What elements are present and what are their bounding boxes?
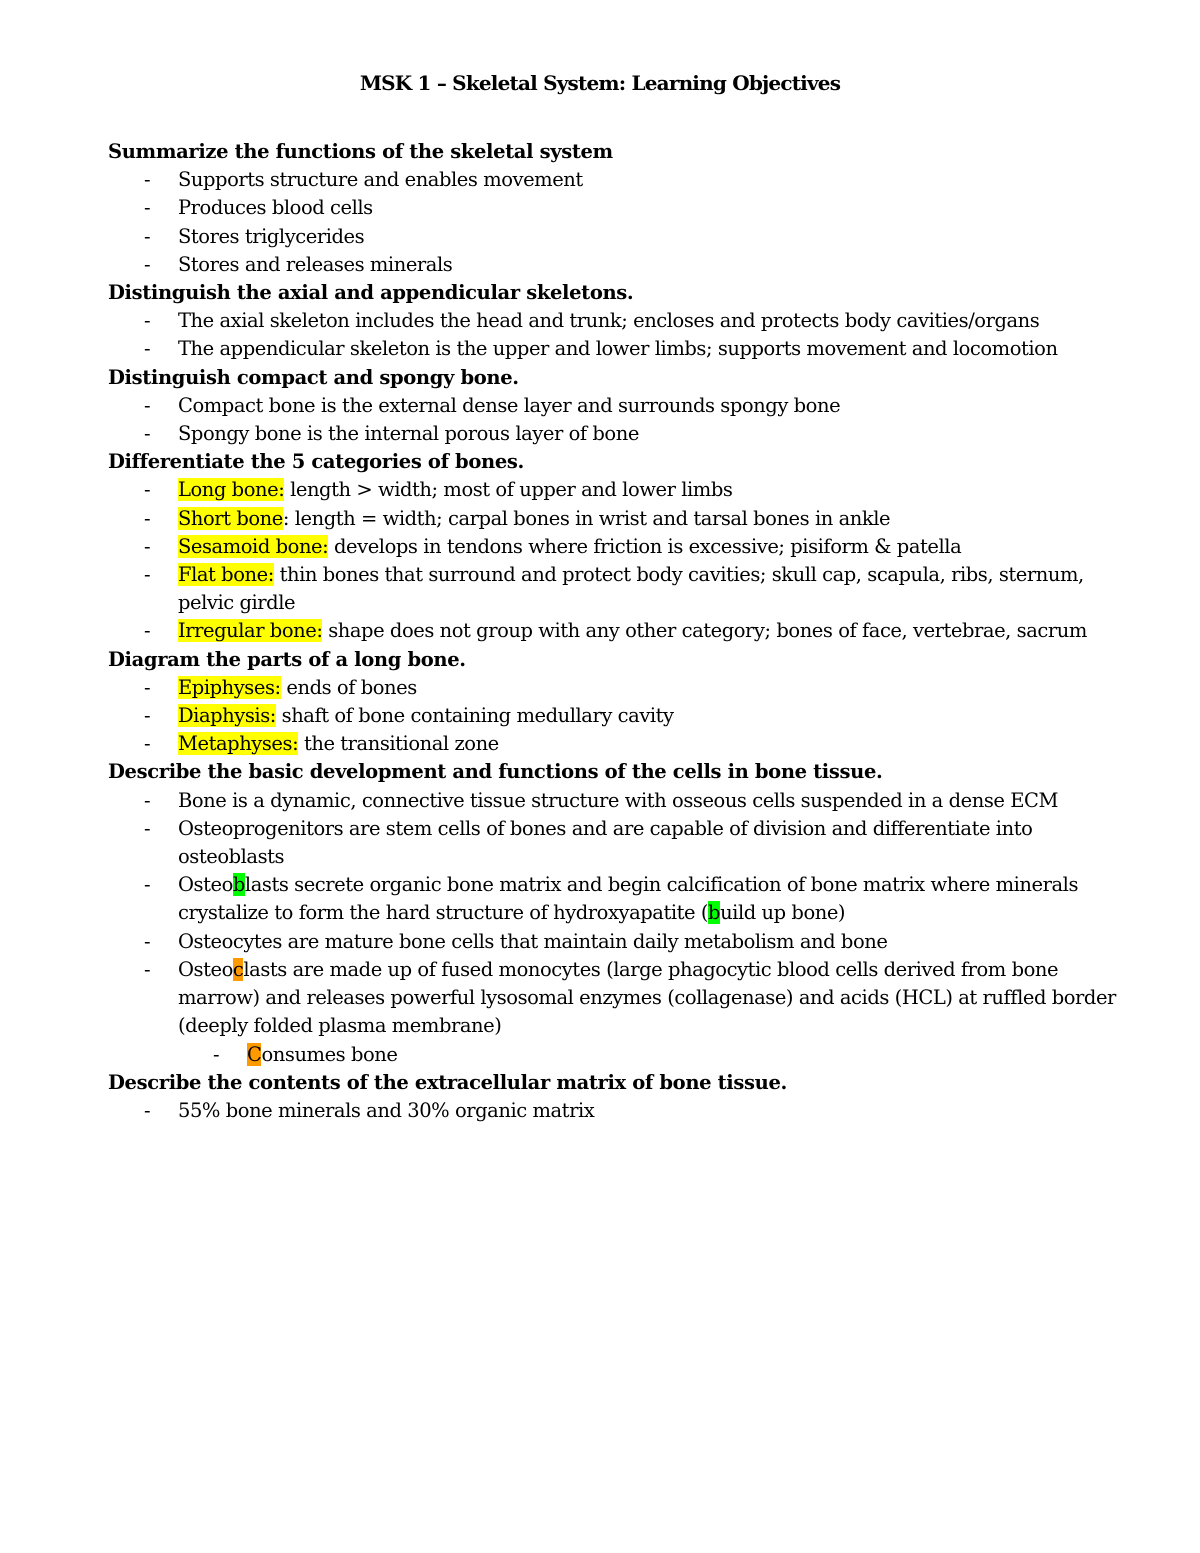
item-text: Osteo xyxy=(178,873,233,897)
list-item xyxy=(108,956,1140,1041)
bullet-dash: - xyxy=(144,929,151,953)
item-text: : length = width; carpal bones in wrist and tarsal bones in ankle xyxy=(282,506,891,530)
list-item xyxy=(108,392,1140,420)
item-text: 55% bone minerals and 30% organic matrix xyxy=(178,1098,595,1122)
highlighted-text: Metaphyses: xyxy=(178,732,299,756)
bullet-dash: - xyxy=(144,957,151,981)
bullet-dash: - xyxy=(144,196,151,220)
bullet-dash: - xyxy=(144,563,151,587)
item-text: length > width; most of upper and lower limbs xyxy=(284,478,733,502)
list-item xyxy=(108,307,1140,335)
list-item xyxy=(108,815,1140,871)
item-text: Supports structure and enables movement xyxy=(178,168,583,192)
highlighted-text: b xyxy=(232,873,245,897)
bullet-list xyxy=(108,787,1140,1069)
highlighted-text: Irregular bone: xyxy=(178,619,323,643)
bullet-dash: - xyxy=(144,788,151,812)
bullet-dash: - xyxy=(144,168,151,192)
list-item xyxy=(108,533,1140,561)
list-item xyxy=(108,223,1140,251)
objective-section xyxy=(108,448,1140,645)
objective-section xyxy=(108,758,1140,1068)
bullet-dash: - xyxy=(144,619,151,643)
list-item xyxy=(108,505,1140,533)
highlighted-text: Flat bone: xyxy=(178,563,274,587)
highlighted-text: C xyxy=(247,1042,262,1066)
bullet-dash: - xyxy=(144,309,151,333)
objective-heading: Differentiate the 5 categories of bones. xyxy=(108,450,524,474)
list-item xyxy=(108,251,1140,279)
list-item xyxy=(108,194,1140,222)
objective-heading: Distinguish compact and spongy bone. xyxy=(108,365,519,389)
list-item xyxy=(108,1097,1140,1125)
bullet-list xyxy=(108,1097,1140,1125)
bullet-dash: - xyxy=(144,478,151,502)
item-text: thin bones that surround and protect body cavities; skull cap, scapula, ribs, sternum, pelvic girdle xyxy=(178,563,1084,615)
objective-heading: Summarize the functions of the skeletal system xyxy=(108,140,613,163)
objective-section xyxy=(108,1069,1140,1125)
highlighted-text: Sesamoid bone: xyxy=(178,534,329,558)
objective-heading: Describe the contents of the extracellular matrix of bone tissue. xyxy=(108,1070,787,1094)
highlighted-text: Epiphyses: xyxy=(178,675,281,699)
item-text: lasts secrete organic bone matrix and begin calcification of bone matrix where minerals crystalize to form the hard structure of hydroxyapatite ( xyxy=(178,873,1079,925)
highlighted-text: b xyxy=(708,901,721,925)
item-text: onsumes bone xyxy=(261,1042,398,1066)
item-text: Osteoprogenitors are stem cells of bones and are capable of division and differentiate into osteoblasts xyxy=(178,816,1033,869)
item-text: Bone is a dynamic, connective tissue structure with osseous cells suspended in a dense ECM xyxy=(178,788,1058,812)
bullet-list xyxy=(108,307,1140,363)
bullet-list xyxy=(108,674,1140,759)
item-text: the transitional zone xyxy=(298,732,499,756)
bullet-dash: - xyxy=(144,1098,151,1122)
item-text: shape does not group with any other category; bones of face, vertebrae, sacrum xyxy=(322,619,1087,643)
item-text: The axial skeleton includes the head and trunk; encloses and protects body cavities/organs xyxy=(178,309,1040,333)
bullet-dash: - xyxy=(144,224,151,248)
item-text: develops in tendons where friction is excessive; pisiform & patella xyxy=(328,534,962,558)
list-item xyxy=(108,871,1140,927)
bullet-dash: - xyxy=(144,534,151,558)
list-item xyxy=(108,928,1140,956)
item-text: Produces blood cells xyxy=(178,196,373,220)
highlighted-text: c xyxy=(232,957,244,981)
highlighted-text: Diaphysis: xyxy=(178,704,276,728)
item-text: Spongy bone is the internal porous layer of bone xyxy=(178,422,639,446)
sections-container xyxy=(108,138,1140,1125)
list-item xyxy=(108,617,1140,645)
list-item xyxy=(108,166,1140,194)
objective-section xyxy=(108,279,1140,364)
sub-list-item xyxy=(108,1041,1140,1069)
bullet-dash: - xyxy=(144,506,151,530)
list-item xyxy=(108,730,1140,758)
objective-heading: Distinguish the axial and appendicular skeletons. xyxy=(108,281,634,305)
item-text: Stores triglycerides xyxy=(178,224,365,248)
objective-section xyxy=(108,364,1140,449)
bullet-dash: - xyxy=(144,704,151,728)
bullet-list xyxy=(108,476,1140,645)
objective-heading: Diagram the parts of a long bone. xyxy=(108,647,466,671)
bullet-dash: - xyxy=(144,675,151,699)
bullet-dash: - xyxy=(213,1042,220,1066)
objective-section xyxy=(108,646,1140,759)
list-item xyxy=(108,476,1140,504)
list-item xyxy=(108,335,1140,363)
highlighted-text: Short bone xyxy=(178,506,283,530)
bullet-list xyxy=(108,166,1140,279)
item-text: ends of bones xyxy=(280,675,417,699)
item-text: shaft of bone containing medullary cavity xyxy=(275,704,674,728)
item-text: The appendicular skeleton is the upper and lower limbs; supports movement and locomotion xyxy=(178,337,1058,361)
list-item xyxy=(108,787,1140,815)
list-item xyxy=(108,674,1140,702)
bullet-list xyxy=(108,392,1140,448)
item-text: Compact bone is the external dense layer and surrounds spongy bone xyxy=(178,393,841,417)
item-text: uild up bone) xyxy=(720,901,846,925)
bullet-dash: - xyxy=(144,252,151,276)
bullet-dash: - xyxy=(144,393,151,417)
document-title: MSK 1 – Skeletal System: Learning Objectives xyxy=(359,71,841,95)
list-item xyxy=(108,420,1140,448)
bullet-dash: - xyxy=(144,816,151,840)
bullet-dash: - xyxy=(144,422,151,446)
objective-section xyxy=(108,138,1140,279)
bullet-dash: - xyxy=(144,337,151,361)
item-text: lasts are made up of fused monocytes (large phagocytic blood cells derived from bone marrow) and releases powerful lysosomal enzymes (collagenase) and acids (HCL) at ruffled border (deeply folded plasma membrane) xyxy=(178,957,1116,1038)
item-text: Stores and releases minerals xyxy=(178,252,453,276)
list-item xyxy=(108,702,1140,730)
highlighted-text: Long bone: xyxy=(178,478,285,502)
item-text: Osteocytes are mature bone cells that maintain daily metabolism and bone xyxy=(178,929,888,953)
item-text: Osteo xyxy=(178,957,233,981)
list-item xyxy=(108,561,1140,617)
objective-heading: Describe the basic development and functions of the cells in bone tissue. xyxy=(108,760,883,784)
bullet-dash: - xyxy=(144,732,151,756)
bullet-dash: - xyxy=(144,873,151,897)
